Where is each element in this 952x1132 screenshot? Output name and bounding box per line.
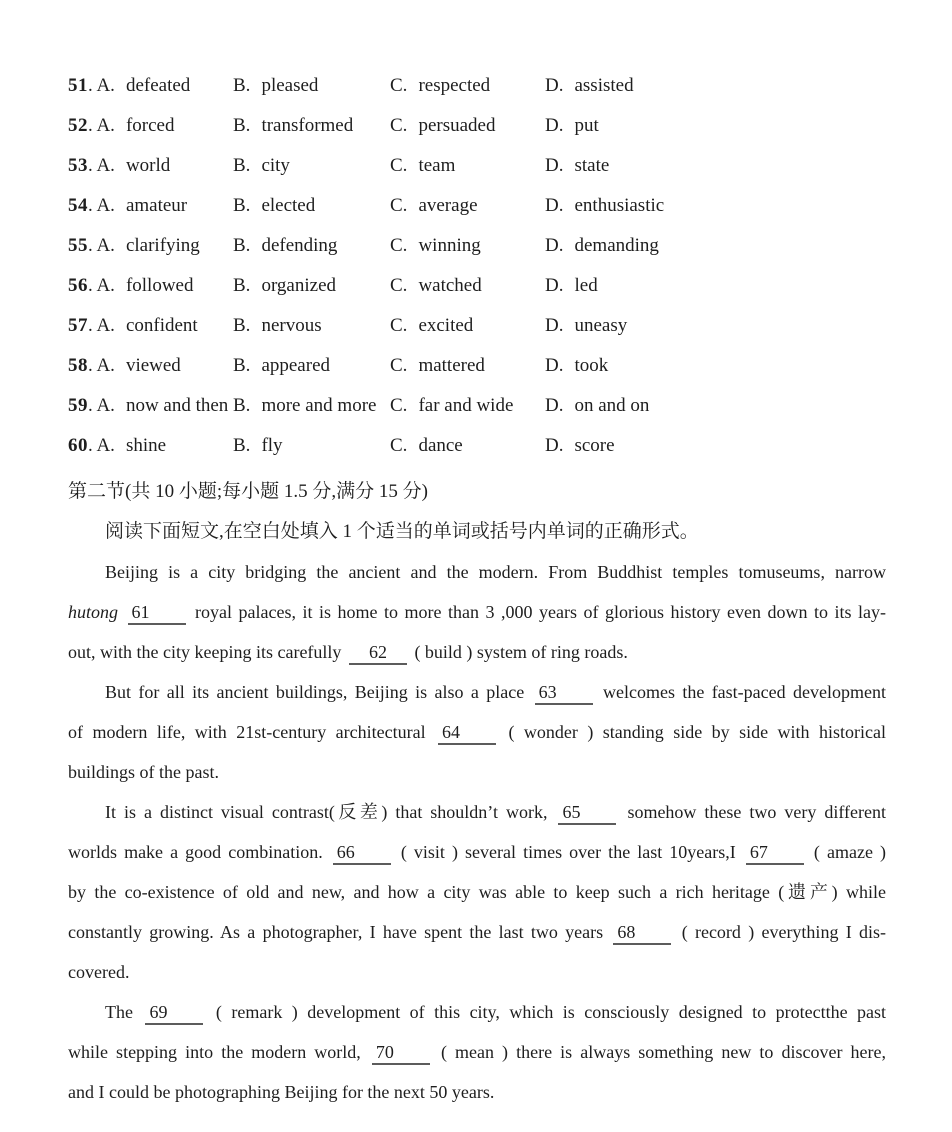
option-label-b: B. (233, 275, 251, 296)
section2-instruction: 阅读下面短文,在空白处填入 1 个适当的单词或括号内单词的正确形式。 (105, 521, 699, 542)
option-label-d: D. (545, 115, 564, 136)
option-text: demanding (574, 235, 659, 256)
passage-line (68, 1072, 886, 1112)
question-60-option-d (545, 426, 886, 466)
option-text: respected (418, 75, 491, 96)
question-number-separator: . (88, 395, 97, 416)
passage-line (68, 872, 886, 912)
question-59-option-a (68, 386, 233, 426)
text-segment: It is a distinct visual contrast(反差) that shouldn’t work, (105, 802, 556, 822)
option-text: forced (125, 115, 175, 136)
text-segment: out, with the city keeping its carefully (68, 642, 346, 662)
question-59-option-b (233, 386, 390, 426)
text-segment: ( visit ) several times over the last 10years,I (393, 842, 743, 862)
option-text: dance (418, 435, 463, 456)
text-segment: while stepping into the modern world, (68, 1042, 369, 1062)
question-54-option-a (68, 186, 233, 226)
question-number-separator: . (88, 155, 97, 176)
question-row-59 (68, 386, 886, 426)
question-53-option-b (233, 146, 390, 186)
option-text: mattered (418, 355, 485, 376)
question-number-separator: . (88, 75, 97, 96)
question-59-option-c (390, 386, 545, 426)
text-segment: royal palaces, it is home to more than 3 ,000 years of glorious history even down to its lay- (188, 602, 886, 622)
blank-68: 68 (613, 921, 671, 945)
option-label-c: C. (390, 435, 408, 456)
blank-61: 61 (128, 601, 186, 625)
option-label-d: D. (545, 355, 564, 376)
option-label-b: B. (233, 315, 251, 336)
text-segment: buildings of the past. (68, 762, 219, 782)
page-content (68, 66, 886, 1112)
question-52-option-d (545, 106, 886, 146)
option-label-c: C. (390, 355, 408, 376)
question-number: 60 (68, 435, 88, 456)
question-54-option-c (390, 186, 545, 226)
option-label-d: D. (545, 275, 564, 296)
option-text: excited (418, 315, 474, 336)
question-row-58 (68, 346, 886, 386)
question-52-option-b (233, 106, 390, 146)
question-row-55 (68, 226, 886, 266)
question-row-51 (68, 66, 886, 106)
option-label-c: C. (390, 275, 408, 296)
question-row-52 (68, 106, 886, 146)
text-segment: The (105, 1002, 143, 1022)
text-segment: ( amaze ) (806, 842, 886, 862)
option-label-b: B. (233, 155, 251, 176)
text-segment: ( record ) everything I dis- (674, 922, 886, 942)
question-56-option-a (68, 266, 233, 306)
question-55-option-b (233, 226, 390, 266)
question-58-option-d (545, 346, 886, 386)
question-number-separator: . (88, 435, 97, 456)
option-text: shine (125, 435, 167, 456)
option-label-a: A. (96, 355, 115, 376)
question-number-separator: . (88, 315, 97, 336)
option-label-b: B. (233, 195, 251, 216)
text-segment: But for all its ancient buildings, Beijing is also a place (105, 682, 532, 702)
question-51-option-d (545, 66, 886, 106)
option-label-c: C. (390, 155, 408, 176)
option-text: world (125, 155, 171, 176)
italic-text: hutong (68, 602, 119, 622)
option-text: far and wide (418, 395, 514, 416)
section2-heading: 第二节(共 10 小题;每小题 1.5 分,满分 15 分) (68, 481, 428, 502)
question-row-53 (68, 146, 886, 186)
option-text: nervous (261, 315, 322, 336)
text-segment: ( remark ) development of this city, which is consciously designed to protectthe past (206, 1002, 887, 1022)
question-57-option-c (390, 306, 545, 346)
question-number-separator: . (88, 355, 97, 376)
option-text: followed (125, 275, 194, 296)
question-number-separator: . (88, 235, 97, 256)
question-59-option-d (545, 386, 886, 426)
option-text: score (574, 435, 615, 456)
blank-66: 66 (333, 841, 391, 865)
option-label-a: A. (96, 235, 115, 256)
question-number: 51 (68, 75, 88, 96)
question-56-option-d (545, 266, 886, 306)
question-row-57 (68, 306, 886, 346)
option-text: took (574, 355, 609, 376)
question-57-option-a (68, 306, 233, 346)
option-label-c: C. (390, 75, 408, 96)
passage-line (68, 912, 886, 952)
question-51-option-c (390, 66, 545, 106)
option-text: more and more (261, 395, 377, 416)
question-55-option-a (68, 226, 233, 266)
option-label-c: C. (390, 115, 408, 136)
question-57-option-d (545, 306, 886, 346)
option-label-c: C. (390, 195, 408, 216)
option-text: team (418, 155, 456, 176)
option-label-d: D. (545, 195, 564, 216)
question-60-option-c (390, 426, 545, 466)
text-segment: ( mean ) there is always something new to discover here, (432, 1042, 886, 1062)
passage-line (68, 792, 886, 832)
question-53-option-d (545, 146, 886, 186)
passage-line (68, 832, 886, 872)
option-text: enthusiastic (574, 195, 665, 216)
passage-line (68, 632, 886, 672)
option-text: assisted (574, 75, 634, 96)
option-text: pleased (261, 75, 319, 96)
question-number: 58 (68, 355, 88, 376)
question-56-option-b (233, 266, 390, 306)
option-label-a: A. (96, 435, 115, 456)
question-52-option-a (68, 106, 233, 146)
question-54-option-b (233, 186, 390, 226)
option-label-c: C. (390, 235, 408, 256)
question-number: 55 (68, 235, 88, 256)
question-56-option-c (390, 266, 545, 306)
question-51-option-b (233, 66, 390, 106)
option-text: defeated (125, 75, 191, 96)
option-label-c: C. (390, 315, 408, 336)
text-segment (118, 602, 125, 622)
option-text: persuaded (418, 115, 496, 136)
option-text: confident (125, 315, 198, 336)
text-segment: and I could be photographing Beijing for the next 50 years. (68, 1082, 495, 1102)
question-number-separator: . (88, 275, 97, 296)
option-text: watched (418, 275, 482, 296)
blank-69: 69 (145, 1001, 203, 1025)
text-segment: constantly growing. As a photographer, I have spent the last two years (68, 922, 611, 942)
question-number: 59 (68, 395, 88, 416)
option-label-d: D. (545, 155, 564, 176)
passage-line (68, 992, 886, 1032)
text-segment: Beijing is a city bridging the ancient and the modern. From Buddhist temples tomuseums, narrow (105, 562, 886, 582)
option-text: amateur (125, 195, 188, 216)
option-text: fly (261, 435, 283, 456)
option-label-a: A. (96, 115, 115, 136)
text-segment: worlds make a good combination. (68, 842, 330, 862)
question-number: 54 (68, 195, 88, 216)
passage-line (68, 552, 886, 592)
option-label-b: B. (233, 75, 251, 96)
passage-line (68, 672, 886, 712)
question-55-option-c (390, 226, 545, 266)
question-number: 53 (68, 155, 88, 176)
option-label-d: D. (545, 395, 564, 416)
question-58-option-a (68, 346, 233, 386)
blank-67: 67 (746, 841, 804, 865)
option-label-b: B. (233, 395, 251, 416)
option-text: clarifying (125, 235, 200, 256)
option-text: led (574, 275, 598, 296)
blank-63: 63 (535, 681, 593, 705)
option-text: average (418, 195, 478, 216)
question-53-option-a (68, 146, 233, 186)
option-label-d: D. (545, 435, 564, 456)
text-segment: somehow these two very different (619, 802, 886, 822)
blank-70: 70 (372, 1041, 430, 1065)
option-text: appeared (261, 355, 330, 376)
question-51-option-a (68, 66, 233, 106)
blank-64: 64 (438, 721, 496, 745)
option-label-a: A. (96, 315, 115, 336)
question-number-separator: . (88, 115, 97, 136)
option-text: put (574, 115, 599, 136)
question-54-option-d (545, 186, 886, 226)
passage-line (68, 1032, 886, 1072)
question-60-option-b (233, 426, 390, 466)
question-52-option-c (390, 106, 545, 146)
option-label-d: D. (545, 315, 564, 336)
blank-62: 62 (349, 641, 407, 665)
question-number: 52 (68, 115, 88, 136)
passage-line (68, 712, 886, 752)
option-text: elected (261, 195, 316, 216)
blank-65: 65 (558, 801, 616, 825)
option-label-a: A. (96, 155, 115, 176)
question-58-option-b (233, 346, 390, 386)
option-text: organized (261, 275, 336, 296)
option-label-b: B. (233, 355, 251, 376)
text-segment: of modern life, with 21st-century architectural (68, 722, 436, 742)
question-number: 56 (68, 275, 88, 296)
mcq-section (68, 66, 886, 466)
option-text: city (261, 155, 290, 176)
option-text: viewed (125, 355, 181, 376)
passage-line (68, 752, 886, 792)
question-55-option-d (545, 226, 886, 266)
option-text: now and then (125, 395, 229, 416)
text-segment: ( wonder ) standing side by side with historical (499, 722, 886, 742)
question-58-option-c (390, 346, 545, 386)
question-row-56 (68, 266, 886, 306)
option-label-c: C. (390, 395, 408, 416)
cloze-passage (68, 552, 886, 1112)
option-label-d: D. (545, 235, 564, 256)
option-text: transformed (261, 115, 354, 136)
option-text: uneasy (574, 315, 628, 336)
option-text: winning (418, 235, 481, 256)
question-row-60 (68, 426, 886, 466)
option-label-a: A. (96, 275, 115, 296)
question-row-54 (68, 186, 886, 226)
option-text: on and on (574, 395, 650, 416)
option-label-b: B. (233, 435, 251, 456)
text-segment: ( build ) system of ring roads. (409, 642, 628, 662)
option-label-a: A. (96, 395, 115, 416)
question-number-separator: . (88, 195, 97, 216)
passage-line (68, 952, 886, 992)
passage-line (68, 592, 886, 632)
text-segment: covered. (68, 962, 130, 982)
question-60-option-a (68, 426, 233, 466)
option-label-a: A. (96, 195, 115, 216)
option-label-b: B. (233, 235, 251, 256)
question-53-option-c (390, 146, 545, 186)
option-label-b: B. (233, 115, 251, 136)
question-number: 57 (68, 315, 88, 336)
question-57-option-b (233, 306, 390, 346)
text-segment: by the co-existence of old and new, and how a city was able to keep such a rich heritage (遗产) while (68, 882, 886, 902)
option-label-d: D. (545, 75, 564, 96)
option-label-a: A. (96, 75, 115, 96)
text-segment: welcomes the fast-paced development (595, 682, 886, 702)
option-text: state (574, 155, 610, 176)
option-text: defending (261, 235, 338, 256)
